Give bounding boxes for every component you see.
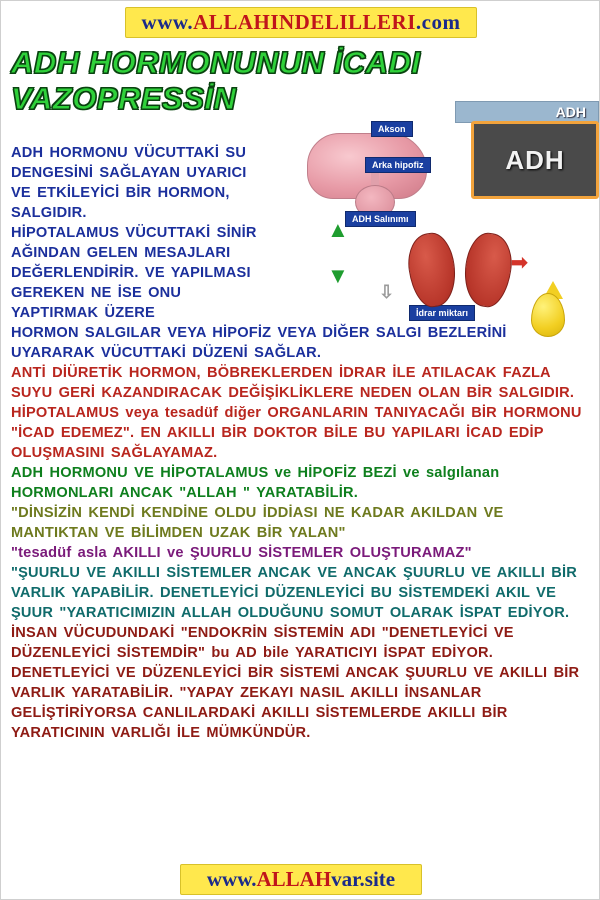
paragraph-3: HORMON SALGILAR VEYA HİPOFİZ VEYA DİĞER SALGI BEZLERİNİ UYARARAK VÜCUTTAKİ DÜZENİ SAĞLAR. — [11, 325, 507, 361]
top-url-tld: .com — [415, 9, 461, 34]
adh-header-strip — [455, 101, 599, 123]
paragraph-4: ANTİ DİÜRETİK HORMON, BÖBREKLERDEN İDRAR İLE ATILACAK FAZLA SUYU GERİ KAZANDIRACAK DEĞİŞİKLİKLERE NEDEN OLAN BİR SALGIDIR. HİPOTALAMUS veya tesadüf diğer ORGANLARIN TANIYACAĞI BİR HORMONU "İCAD EDEMEZ". EN AKILLI BİR DOKTOR BİLE BU YAPILARI İCAD EDİP OLUŞMASINI SAĞLAYAMAZ. — [11, 365, 582, 461]
title-line-1: ADH HORMONUNUN İCADI — [11, 45, 421, 80]
arrow-right-icon: ➡ — [511, 252, 528, 274]
top-site-url[interactable] — [142, 10, 461, 34]
label-akson: Akson — [371, 121, 413, 137]
top-url-prefix: www. — [141, 9, 194, 34]
bottom-banner-highlight — [180, 864, 422, 895]
article-body — [11, 143, 595, 743]
paragraph-6: "DİNSİZİN KENDİ KENDİNE OLDU İDDİASI NE KADAR AKILDAN VE MANTIKTAN VE BİLİMDEN UZAK BİR YALAN" — [11, 505, 504, 541]
label-idrar-miktari: İdrar miktarı — [409, 305, 475, 321]
top-url-domain: ALLAHINDELILLERI — [193, 9, 416, 34]
adh-strip-label: ADH — [555, 104, 586, 120]
paragraph-5: ADH HORMONU VE HİPOTALAMUS ve HİPOFİZ BEZİ ve salgılanan HORMONLARI ANCAK "ALLAH " YARATABİLİR. — [11, 465, 500, 501]
bottom-url-tld: var.site — [331, 866, 396, 891]
bottom-url-domain: ALLAH — [256, 866, 332, 891]
arrow-gray-icon: ⇩ — [379, 282, 395, 302]
label-arka-hipofiz: Arka hipofiz — [365, 157, 431, 173]
paragraph-8: "ŞUURLU VE AKILLI SİSTEMLER ANCAK VE ANCAK ŞUURLU VE AKILLI BİR VARLIK YAPABİLİR. DENETLEYİCİ DÜZENLEYİCİ BU SİSTEMDEKİ AKIL VE ŞUUR "YARATICIMIZIN ALLAH OLDUĞUNU SOMUT OLARAK İSPAT EDİYOR. — [11, 565, 577, 621]
top-banner-highlight — [125, 7, 478, 38]
label-adh-salinimi: ADH Salınımı — [345, 211, 416, 227]
paragraph-7: "tesadüf asla AKILLI ve ŞUURLU SİSTEMLER OLUŞTURAMAZ" — [11, 545, 472, 561]
arrow-up-icon: ▲ — [327, 217, 349, 242]
paragraph-2: HİPOTALAMUS VÜCUTTAKİ SİNİR AĞINDAN GELEN MESAJLARI DEĞERLENDİRİR. VE YAPILMASI GEREKEN NE İSE ONU YAPTIRMAK ÜZERE — [11, 225, 257, 321]
adh-panel-label: ADH — [505, 144, 565, 175]
bottom-url-prefix: www. — [206, 866, 257, 891]
top-banner — [1, 1, 600, 43]
paragraph-9: İNSAN VÜCUDUNDAKİ "ENDOKRİN SİSTEMİN ADI "DENETLEYİCİ VE DÜZENLEYİCİ SİSTEMDİR" bu AD bile YARATICIYI İSPAT EDİYOR. DENETLEYİCİ VE DÜZENLEYİCİ BİR SİSTEMİ ANCAK ŞUURLU VE AKILLI BİR VARLIK YARATABİLİR. "YAPAY ZEKAYI NASIL AKILLI İNSANLAR GELİŞTİRİYORSA CANLILARDAKİ AKILLI SİSTEMLERDE AKILLI BİR YARATICININ VARLIĞI İLE MÜMKÜNDÜR. — [11, 625, 580, 741]
paragraph-1: ADH HORMONU VÜCUTTAKİ SU DENGESİNİ SAĞLAYAN UYARICI VE ETKİLEYİCİ BİR HORMON, SALGIDIR. — [11, 145, 247, 221]
title-line-2: VAZOPRESSİN — [11, 81, 237, 116]
bottom-site-url[interactable] — [207, 867, 395, 891]
arrow-down-icon: ▼ — [327, 263, 349, 288]
bottom-banner — [1, 859, 600, 899]
